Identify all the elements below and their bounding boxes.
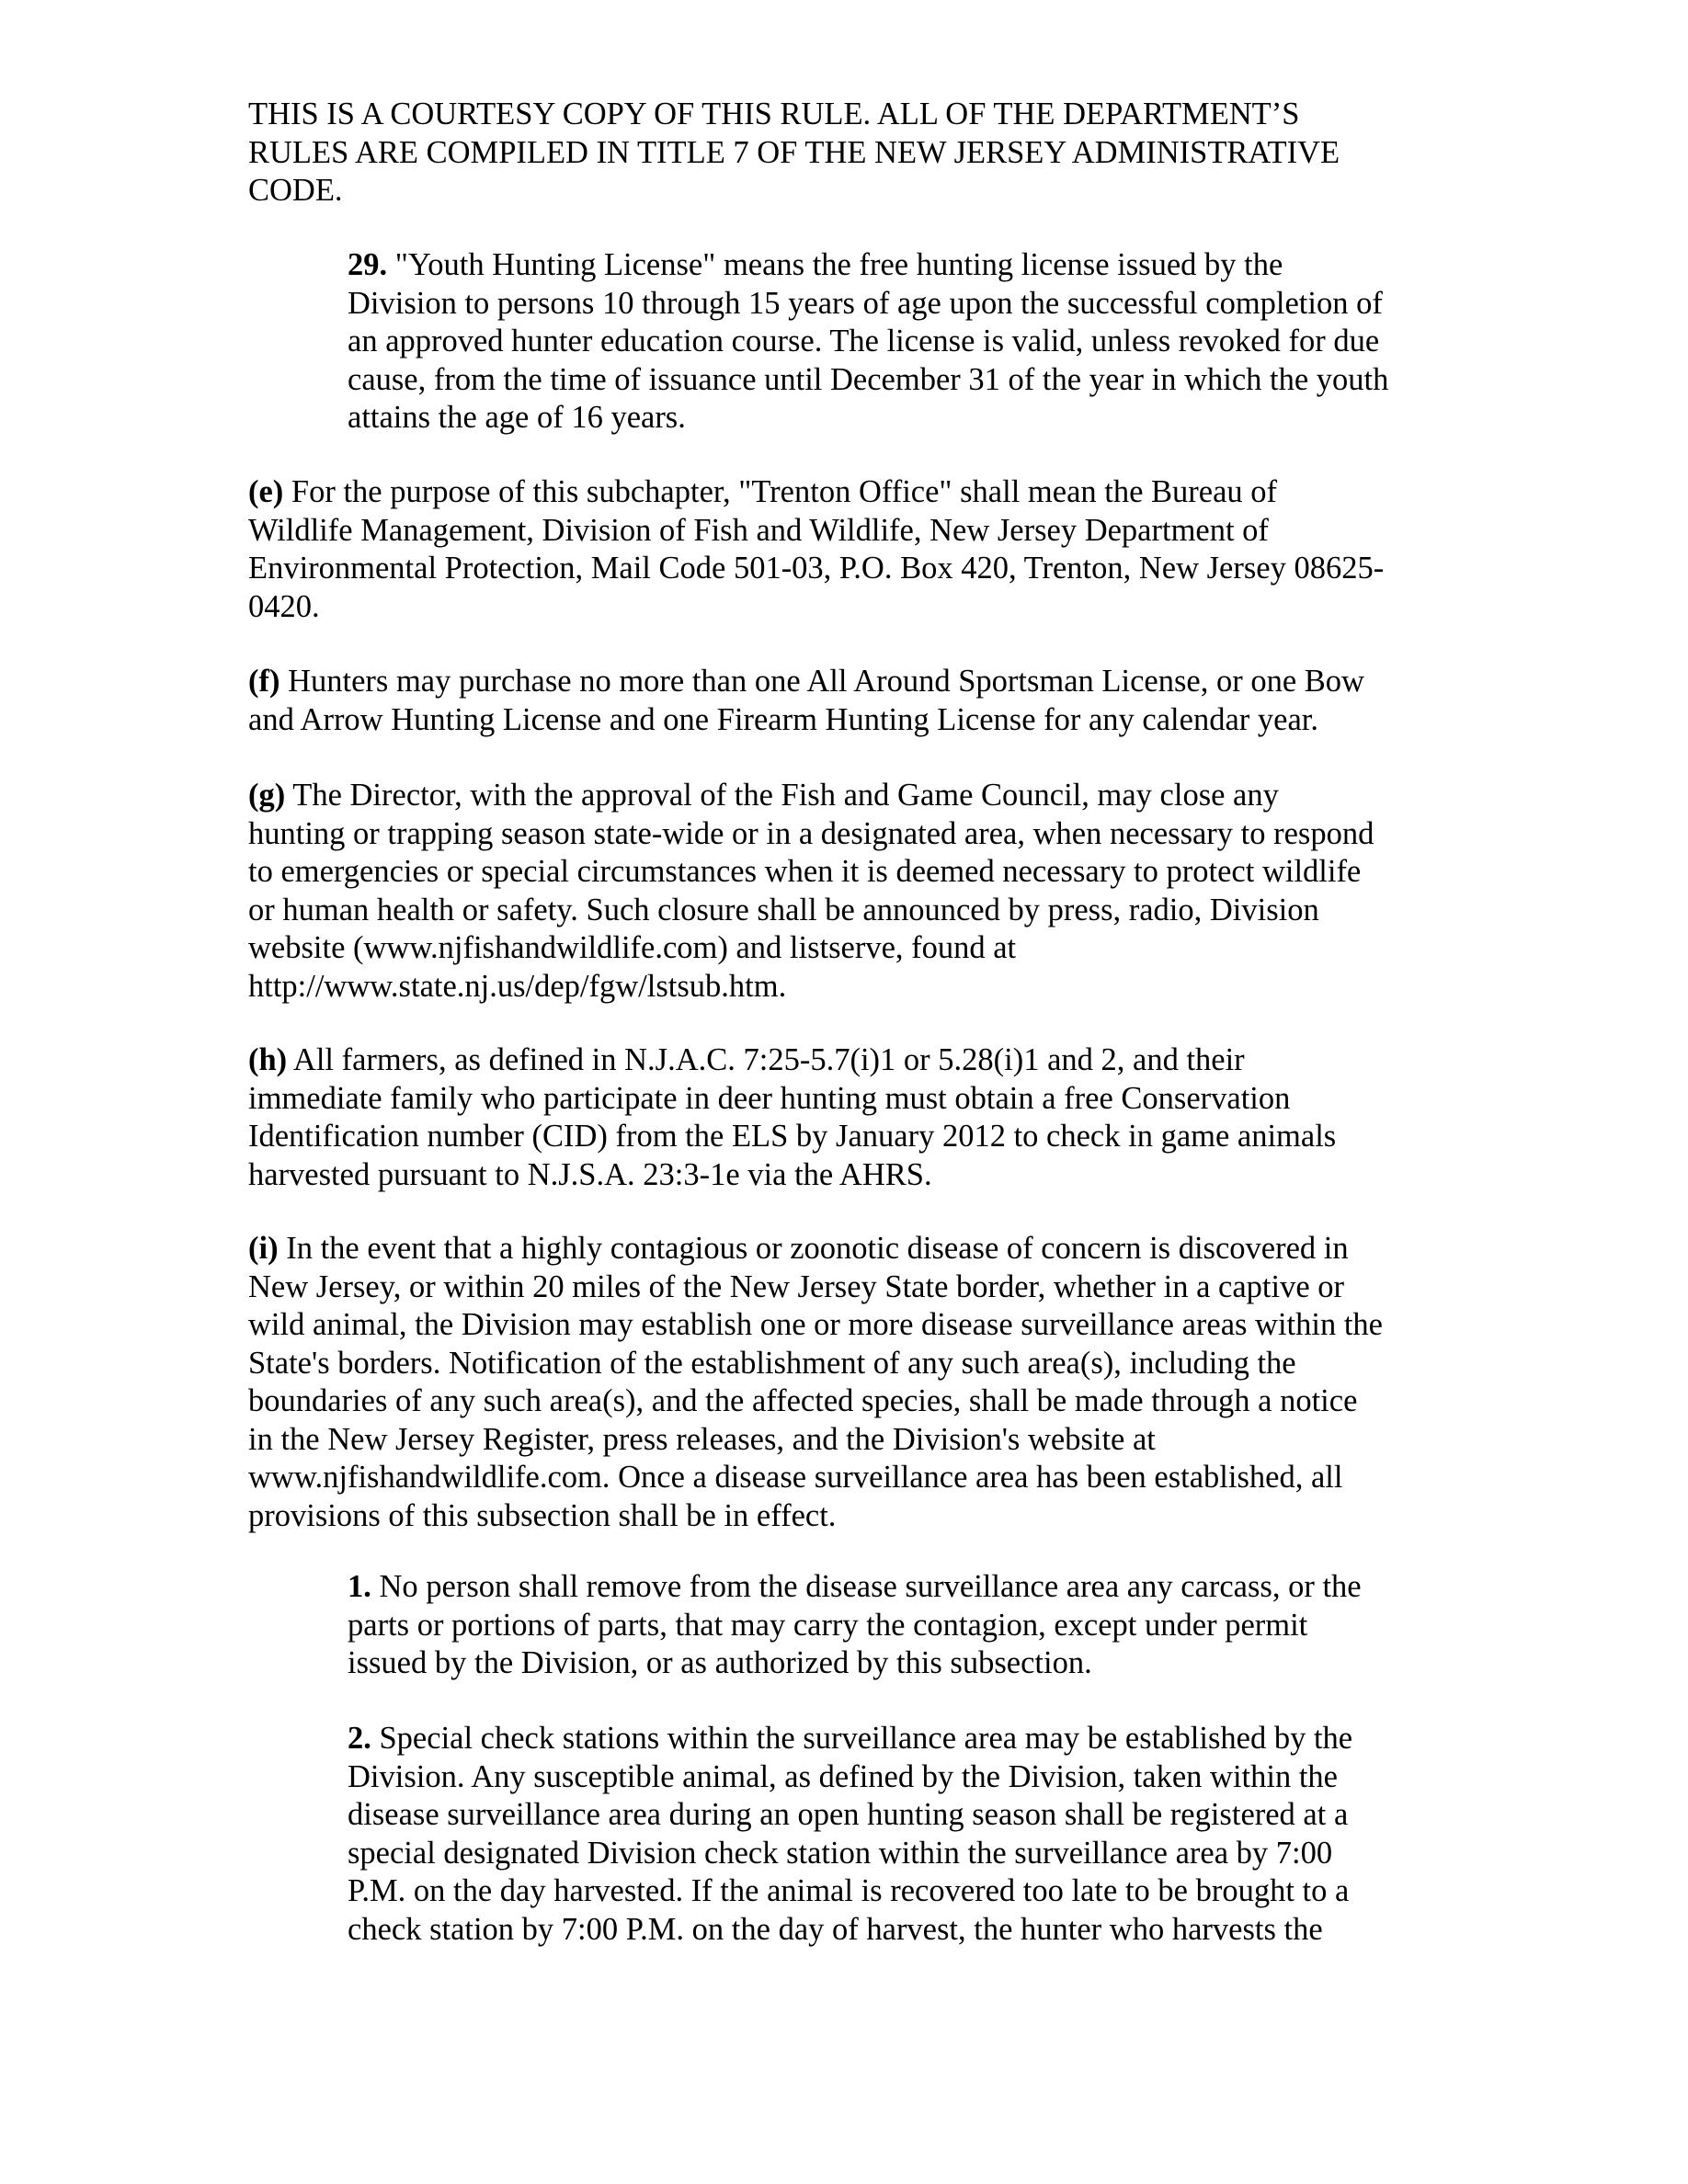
paragraph-label: (i) [248, 1231, 279, 1266]
paragraph-label: (h) [248, 1042, 288, 1077]
paragraph-label: (g) [248, 778, 286, 813]
paragraph-label: (e) [248, 474, 284, 509]
subsection-e [248, 473, 1462, 626]
paragraph-text: No person shall remove from the disease surveillance area any carcass, or the parts or portions of parts, that may carry the contagion, except under permit issued by the Division, or as authorized by this subsection. [348, 1569, 1362, 1680]
subsection-i-item-2 [348, 1720, 1451, 1949]
definition-29 [348, 246, 1451, 438]
paragraph-text: Special check stations within the surveillance area may be established by the Division. Any susceptible animal, as defined by the Division, taken within the disease surveillance area during an open hunting season shall be registered at a special designated Division check station within the surveillance area by 7:00 P.M. on the day harvested. If the animal is recovered too late to be brought to a check station by 7:00 P.M. on the day of harvest, the hunter who harvests the [348, 1721, 1353, 1947]
paragraph-label: 1. [348, 1569, 371, 1604]
paragraph-text: For the purpose of this subchapter, "Trenton Office" shall mean the Bureau of Wildlife Management, Division of Fish and Wildlife, New Jersey Department of Environmental Protection, Mail Code 501-03, P.O. Box 420, Trenton, New Jersey 08625- 0420. [248, 474, 1385, 624]
paragraph-label: 2. [348, 1721, 371, 1756]
paragraph-label: (f) [248, 664, 280, 699]
paragraph-text: Hunters may purchase no more than one All Around Sportsman License, or one Bow and Arrow Hunting License and one Firearm Hunting License for any calendar year. [248, 664, 1364, 737]
paragraph-label: 29. [348, 247, 388, 282]
paragraph-text: The Director, with the approval of the Fish and Game Council, may close any hunting or trapping season state-wide or in a designated area, when necessary to respond to emergencies or special circumstances when it is deemed necessary to protect wildlife or human health or safety. Such closure shall be announced by press, radio, Division website (www.njfishandwildlife.com) and listserve, found at http://www.state.nj.us/dep/fgw/lstsub.htm. [248, 778, 1374, 1004]
subsection-i [248, 1230, 1462, 1535]
paragraph-text: All farmers, as defined in N.J.A.C. 7:25-5.7(i)1 or 5.28(i)1 and 2, and their immediate family who participate in deer hunting must obtain a free Conservation Identification number (CID) from the ELS by January 2012 to check in game animals harvested pursuant to N.J.S.A. 23:3-1e via the AHRS. [248, 1042, 1337, 1192]
subsection-h [248, 1041, 1462, 1194]
paragraph-text: "Youth Hunting License" means the free hunting license issued by the Division to persons 10 through 15 years of age upon the successful completion of an approved hunter education course. The license is valid, unless revoked for due cause, from the time of issuance until December 31 of the year in which the youth attains the age of 16 years. [348, 247, 1389, 435]
paragraph-text: In the event that a highly contagious or zoonotic disease of concern is discovered in New Jersey, or within 20 miles of the New Jersey State border, whether in a captive or wild animal, the Division may establish one or more disease surveillance areas within the State's borders. Notification of the establishment of any such area(s), including the boundaries of any such area(s), and the affected species, shall be made through a notice in the New Jersey Register, press releases, and the Division's website at www.njfishandwildlife.com. Once a disease surveillance area has been established, all provisions of this subsection shall be in effect. [248, 1231, 1383, 1533]
subsection-f [248, 663, 1462, 739]
subsection-g [248, 777, 1462, 1006]
subsection-i-item-1 [348, 1568, 1451, 1683]
courtesy-copy-notice: THIS IS A COURTESY COPY OF THIS RULE. ALL OF THE DEPARTMENT’S RULES ARE COMPILED IN TITLE 7 OF THE NEW JERSEY ADMINISTRATIVE CODE. [248, 97, 1340, 208]
